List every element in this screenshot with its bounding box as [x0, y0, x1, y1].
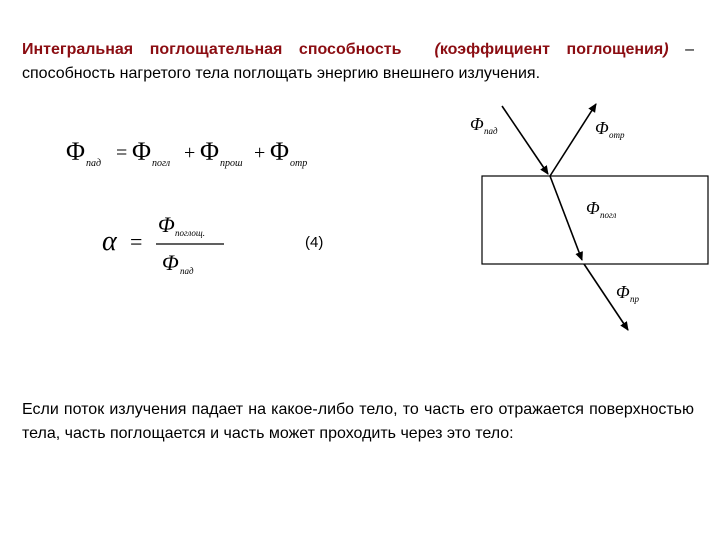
flux-sub-incident: пад	[86, 158, 102, 169]
intro-paragraph	[22, 38, 694, 86]
transmitted-flux-subscript: пр	[630, 294, 639, 304]
absorbed-flux-subscript: погл	[600, 210, 617, 220]
open-bracket: (	[434, 41, 440, 58]
flux-symbol: Φ	[270, 137, 290, 166]
plus-sign: +	[184, 142, 196, 164]
explanation-paragraph: Если поток излучения падает на какое-либо тело, то часть его отражается поверхностью тела, часть поглощается и часть может проходить через это тело:	[22, 401, 694, 442]
reflected-flux-symbol: Φ	[595, 118, 609, 138]
absorbed-flux-symbol: Φ	[586, 198, 600, 218]
equation-number: (4)	[305, 234, 324, 251]
flux-diagram	[460, 100, 710, 340]
body-slab	[482, 176, 708, 264]
flux-balance-formula	[64, 134, 364, 170]
flux-symbol: Φ	[200, 137, 220, 166]
denominator-flux-symbol: Φ	[162, 250, 179, 275]
flux-sub-transmitted: прош	[220, 158, 243, 169]
definition-text: – способность нагретого тела поглощать энергию внешнего излучения.	[22, 41, 695, 82]
equals-sign: =	[130, 229, 143, 254]
flux-sub-reflected: отр	[290, 158, 308, 169]
term-integral-absorptivity: Интегральная поглощательная способность	[22, 41, 402, 58]
denominator-subscript: пад	[180, 266, 194, 276]
absorption-coefficient-formula	[100, 208, 240, 278]
incident-ray-arrow	[502, 106, 548, 174]
incident-flux-subscript: пад	[484, 126, 498, 136]
flux-symbol: Φ	[132, 137, 152, 166]
alpha-symbol: α	[102, 226, 117, 257]
plus-sign: +	[254, 142, 266, 164]
numerator-subscript: поглощ.	[175, 228, 205, 238]
numerator-flux-symbol: Φ	[158, 212, 175, 237]
incident-flux-symbol: Φ	[470, 114, 484, 134]
equals-sign: =	[116, 142, 128, 164]
flux-symbol: Φ	[66, 137, 86, 166]
reflected-ray-arrow	[550, 104, 596, 176]
reflected-flux-subscript: отр	[609, 130, 625, 140]
flux-sub-absorbed: погл	[152, 158, 171, 169]
transmitted-flux-symbol: Φ	[616, 282, 630, 302]
close-bracket: )	[663, 41, 669, 58]
term-absorption-coefficient: коэффициент поглощения	[439, 41, 664, 58]
